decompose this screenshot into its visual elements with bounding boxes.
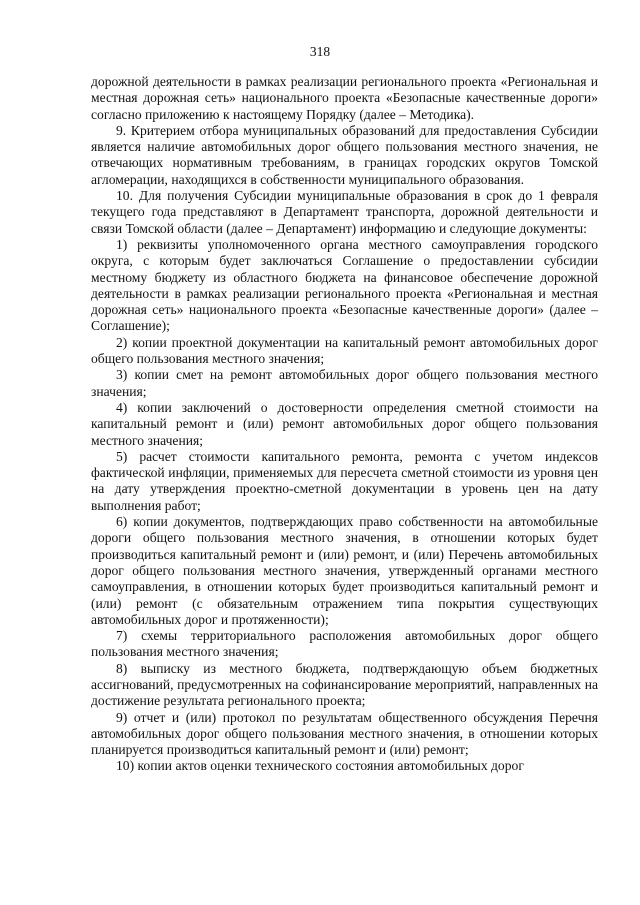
list-item-10-inspection-acts: 10) копии актов оценки технического состояния автомобильных дорог bbox=[116, 758, 524, 774]
paragraph-methodology-continuation: дорожной деятельности в рамках реализации регионального проекта «Региональная и местная дорожная сеть» национального проекта «Безопасные качественные дороги» согласно приложению к настоящему Порядку (далее – Методика). bbox=[91, 74, 598, 122]
list-item-8-budget-extract: 8) выписку из местного бюджета, подтверждающую объем бюджетных ассигнований, предусмотренных на софинансирование мероприятий, направленных на достижение результата регионального проекта; bbox=[91, 660, 598, 709]
paragraph-item-10-documents: 10. Для получения Субсидии муниципальные образования в срок до 1 февраля текущего года представляют в Департамент транспорта, дорожной деятельности и связи Томской области (далее – Департамент) информацию и следующие документы: bbox=[91, 188, 598, 236]
list-item-6-ownership-docs: 6) копии документов, подтверждающих право собственности на автомобильные дороги общего пользования местного значения, в отношении которых будет производиться капитальный ремонт и (или) ремонт, и (или) Перечень автомобильных дорог общего пользования местного значения, утвержденный органами местного самоуправления, в отношении которых будет производиться капитальный ремонт и (или) ремонт (с обязательным отражением типа покрытия существующих автомобильных дорог и протяженности); bbox=[91, 514, 598, 627]
list-item-7-schemes: 7) схемы территориального расположения автомобильных дорог общего пользования местного значения; bbox=[91, 628, 598, 660]
list-item-5-cost-calculation: 5) расчет стоимости капитального ремонта, ремонта с учетом индексов фактической инфляции, применяемых для пересчета сметной стоимости из уровня цен на дату утверждения проектно-сметной документации в уровень цен на дату выполнения работ; bbox=[91, 448, 598, 513]
document-body bbox=[91, 74, 598, 775]
page-number: 318 bbox=[309, 44, 331, 59]
list-item-4-conclusions: 4) копии заключений о достоверности определения сметной стоимости на капитальный ремонт и (или) ремонт автомобильных дорог общего пользования местного значения; bbox=[91, 399, 598, 448]
list-item-3-estimates: 3) копии смет на ремонт автомобильных дорог общего пользования местного значения; bbox=[91, 367, 598, 399]
paragraph-item-9-criterion: 9. Критерием отбора муниципальных образований для предоставления Субсидии является наличие автомобильных дорог общего пользования местного значения, не отвечающих нормативным требованиям, в границах городских округов Томской агломерации, находящихся в собственности муниципального образования. bbox=[91, 122, 598, 187]
list-item-2-project-docs: 2) копии проектной документации на капитальный ремонт автомобильных дорог общего пользования местного значения; bbox=[91, 334, 598, 367]
list-item-1-requisites: 1) реквизиты уполномоченного органа местного самоуправления городского округа, с которым будет заключаться Соглашение о предоставлении субсидии местному бюджету из областного бюджета на финансовое обеспечение дорожной деятельности в рамках реализации регионального проекта «Региональная и местная дорожная сеть» национального проекта «Безопасные качественные дороги» (далее – Соглашение); bbox=[91, 236, 598, 334]
list-item-9-discussion-report: 9) отчет и (или) протокол по результатам общественного обсуждения Перечня автомобильных дорог общего пользования местного значения, в отношении которых планируется производиться капитальный ремонт и (или) ремонт; bbox=[91, 709, 598, 758]
